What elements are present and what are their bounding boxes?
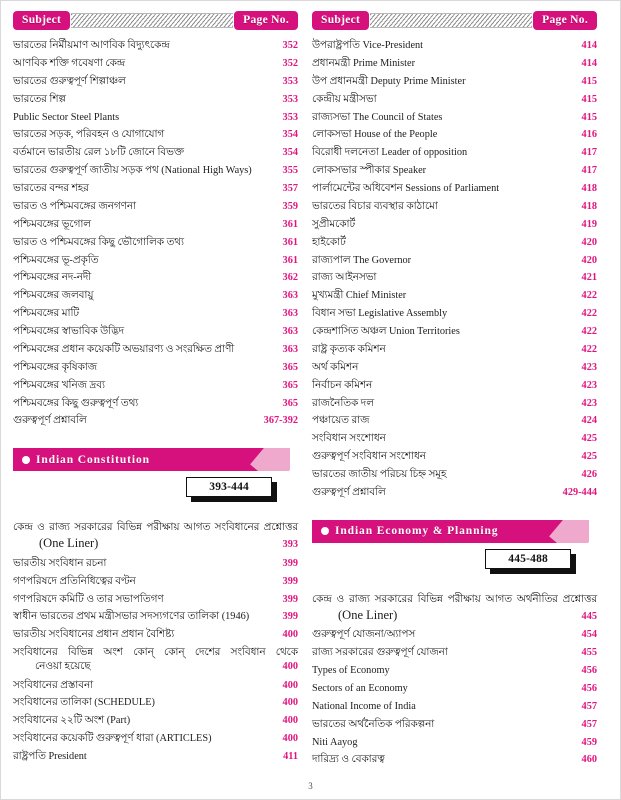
toc-entry[interactable]	[13, 269, 298, 287]
toc-entry[interactable]	[13, 323, 298, 341]
toc-entry[interactable]	[13, 341, 298, 359]
toc-entry-page-number: 457	[581, 718, 597, 730]
toc-entry-page-number: 422	[581, 343, 597, 355]
spacer	[312, 579, 597, 591]
section-range-wrap	[312, 549, 597, 569]
toc-entry[interactable]	[13, 395, 298, 413]
toc-entry-page-number: 423	[581, 361, 597, 373]
toc-entry-page-number: 400	[282, 629, 298, 641]
toc-entry-title: ভারতের নির্মীয়মাণ আণবিক বিদ্যুৎকেন্দ্র	[13, 40, 170, 52]
toc-entry-title: ভারতীয় সংবিধানের প্রধান প্রধান বৈশিষ্ট্য	[13, 629, 175, 641]
toc-entry-title: গুরুত্বপূর্ণ প্রশ্নাবলি	[13, 415, 87, 427]
toc-entry-page-number: 357	[282, 183, 298, 195]
toc-entry-page-number: 361	[282, 236, 298, 248]
toc-entry-title: সুপ্রীমকোর্ট	[312, 218, 356, 230]
toc-entry-page-number: 455	[581, 647, 597, 659]
toc-entry[interactable]	[13, 216, 298, 234]
right-column-header	[312, 11, 597, 30]
toc-entry-page-number: 354	[282, 147, 298, 159]
toc-entry-page-number: 353	[282, 111, 298, 123]
toc-entry[interactable]	[13, 590, 298, 608]
toc-entry[interactable]	[312, 269, 597, 287]
toc-entry[interactable]	[13, 626, 298, 644]
toc-entry-page-number: 419	[581, 218, 597, 230]
toc-entry[interactable]	[13, 644, 298, 676]
toc-entry[interactable]	[312, 662, 597, 680]
toc-entry[interactable]	[312, 680, 597, 698]
toc-entry-page-number: 425	[581, 433, 597, 445]
toc-entry[interactable]	[13, 694, 298, 712]
toc-entry-title: ভারত ও পশ্চিমবঙ্গের কিছু ভৌগোলিক তথ্য	[13, 236, 184, 248]
toc-entry[interactable]	[312, 252, 597, 270]
toc-entry-page-number: 353	[282, 75, 298, 87]
toc-entry-title: হাইকোর্ট	[312, 236, 346, 248]
toc-entry-title: গুরুত্বপূর্ণ সংবিধান সংশোধন	[312, 451, 426, 463]
toc-entry-page-number: 365	[282, 379, 298, 391]
toc-entry-page-number: 352	[282, 40, 298, 52]
toc-entry-page-number: 422	[581, 290, 597, 302]
toc-entry[interactable]	[13, 198, 298, 216]
toc-entry-title: ভারতের গুরুত্বপূর্ণ শিল্পাঞ্চল	[13, 75, 126, 87]
toc-entry-title: কেন্দ্রীয় মন্ত্রীসভা	[312, 93, 377, 105]
toc-entry[interactable]	[312, 144, 597, 162]
toc-entry-page-number: 362	[282, 272, 298, 284]
toc-entry-page-number: 400	[282, 697, 298, 709]
toc-entry-title: গুরুত্বপূর্ণ প্রশ্নাবলি	[312, 486, 386, 498]
right-section-entries	[312, 591, 597, 769]
toc-entry-page-number: 424	[581, 415, 597, 427]
toc-entry[interactable]	[13, 234, 298, 252]
toc-entry-title: ভারতের জাতীয় পরিচয় চিহ্ন সমূহ	[312, 469, 447, 481]
toc-entry-title-line1: কেন্দ্র ও রাজ্য সরকারের বিভিন্ন পরীক্ষায় আগত অর্থনীতির প্রশ্নোত্তর	[312, 593, 597, 605]
toc-entry-title: উপ প্রধানমন্ত্রী Deputy Prime Minister	[312, 75, 466, 87]
toc-entry[interactable]	[312, 55, 597, 73]
toc-entry[interactable]	[312, 37, 597, 55]
toc-entry-title: রাষ্ট্র কৃত্যক কমিশন	[312, 343, 386, 355]
toc-entry[interactable]	[312, 644, 597, 662]
toc-columns	[13, 11, 608, 777]
toc-entry-page-number: 417	[581, 147, 597, 159]
toc-entry-title: পশ্চিমবঙ্গের নদ-নদী	[13, 272, 92, 284]
toc-entry-page-number: 352	[282, 57, 298, 69]
toc-entry-page-number: 399	[282, 611, 298, 623]
toc-entry[interactable]	[312, 359, 597, 377]
toc-entry-page-number: 400	[282, 661, 298, 673]
toc-entry-title: পশ্চিমবঙ্গের মাটি	[13, 308, 80, 320]
toc-entry[interactable]	[312, 91, 597, 109]
toc-entry[interactable]	[13, 359, 298, 377]
toc-entry[interactable]	[312, 430, 597, 448]
toc-entry[interactable]	[13, 91, 298, 109]
right-column	[312, 11, 597, 769]
toc-entry-title: Public Sector Steel Plants	[13, 111, 120, 123]
toc-entry[interactable]	[312, 591, 597, 626]
toc-entry-title: প্রধানমন্ত্রী Prime Minister	[312, 57, 416, 69]
toc-entry-title: অর্থ কমিশন	[312, 361, 359, 373]
toc-entry[interactable]	[312, 377, 597, 395]
toc-entry-page-number: 367-392	[263, 415, 298, 427]
toc-entry-page-number: 422	[581, 326, 597, 338]
toc-entry[interactable]	[312, 126, 597, 144]
toc-entry-title: ভারতের গুরুত্বপূর্ণ জাতীয় সড়ক পথ (National High Ways)	[13, 165, 252, 177]
toc-entry[interactable]	[312, 448, 597, 466]
toc-entry-page-number: 363	[282, 343, 298, 355]
toc-entry[interactable]	[13, 519, 298, 554]
toc-entry[interactable]	[312, 466, 597, 484]
toc-entry[interactable]	[13, 712, 298, 730]
toc-entry[interactable]	[13, 608, 298, 626]
toc-entry[interactable]	[13, 252, 298, 270]
toc-entry[interactable]	[312, 73, 597, 91]
right-column-entries	[312, 37, 597, 502]
toc-entry[interactable]	[13, 555, 298, 573]
toc-entry-title: রাজনৈতিক দল	[312, 397, 374, 409]
toc-entry-page-number: 365	[282, 361, 298, 373]
spacer	[13, 507, 298, 519]
toc-entry-page-number: 399	[282, 575, 298, 587]
toc-entry-page-number: 354	[282, 129, 298, 141]
toc-entry[interactable]	[312, 341, 597, 359]
toc-entry[interactable]	[312, 109, 597, 127]
toc-entry-page-number: 393	[282, 539, 298, 551]
toc-entry-page-number: 423	[581, 379, 597, 391]
left-column	[13, 11, 298, 766]
toc-entry[interactable]	[312, 305, 597, 323]
toc-entry-page-number: 411	[283, 751, 298, 763]
toc-entry-page-number: 460	[581, 754, 597, 766]
header-hatch-divider	[370, 13, 532, 28]
toc-entry-title: পার্লামেন্টের অধিবেশন Sessions of Parliament	[312, 183, 500, 195]
toc-entry[interactable]	[312, 287, 597, 305]
toc-entry-page-number: 353	[282, 93, 298, 105]
toc-entry-title: উপরাষ্ট্রপতি Vice-President	[312, 40, 424, 52]
section-page-range: 393-444	[186, 477, 272, 497]
toc-entry-title: পশ্চিমবঙ্গের প্রধান কয়েকটি অভয়ারণ্য ও সংরক্ষিত প্রাণী	[13, 343, 235, 355]
toc-entry-title: ভারতের বন্দর শহর	[13, 183, 89, 195]
toc-entry-title: ভারতীয় সংবিধান রচনা	[13, 557, 107, 569]
toc-entry[interactable]	[13, 55, 298, 73]
toc-entry-title: Sectors of an Economy	[312, 682, 408, 694]
header-hatch-divider	[71, 13, 233, 28]
toc-entry-title: পশ্চিমবঙ্গের ভূগোল	[13, 218, 91, 230]
toc-entry-page-number: 421	[581, 272, 597, 284]
toc-entry-page-number: 457	[581, 700, 597, 712]
toc-entry-title: আণবিক শক্তি গবেষণা কেন্দ্র	[13, 57, 126, 69]
toc-entry-title: কেন্দ্রশাসিত অঞ্চল Union Territories	[312, 326, 460, 338]
toc-entry-line2	[13, 660, 298, 674]
toc-entry-title: লোকসভার স্পীকার Speaker	[312, 165, 427, 177]
toc-entry-line2	[312, 607, 597, 624]
toc-entry-page-number: 415	[581, 75, 597, 87]
toc-entry-page-number: 359	[282, 200, 298, 212]
toc-entry-title: বিরোধী দলনেতা Leader of opposition	[312, 147, 468, 159]
toc-entry[interactable]	[312, 484, 597, 502]
toc-entry[interactable]	[312, 751, 597, 769]
toc-entry-title: সংবিধানের তালিকা (SCHEDULE)	[13, 697, 155, 709]
toc-entry-title: ভারতের সড়ক, পরিবহন ও যোগাযোগ	[13, 129, 165, 141]
toc-entry-page-number: 415	[581, 93, 597, 105]
toc-entry[interactable]	[312, 234, 597, 252]
toc-entry[interactable]	[312, 323, 597, 341]
toc-entry-page-number: 429-444	[562, 486, 597, 498]
toc-entry-title: Types of Economy	[312, 665, 390, 677]
left-section-entries	[13, 519, 298, 766]
toc-entry[interactable]	[312, 698, 597, 716]
left-column-header	[13, 11, 298, 30]
toc-entry[interactable]	[312, 162, 597, 180]
toc-entry[interactable]	[13, 377, 298, 395]
toc-entry[interactable]	[13, 144, 298, 162]
toc-entry-page-number: 414	[581, 57, 597, 69]
toc-entry-title: সংবিধানের ২২টি অংশ (Part)	[13, 715, 131, 727]
toc-entry-page-number: 454	[581, 629, 597, 641]
toc-entry-page-number: 426	[581, 469, 597, 481]
toc-entry-title: রাষ্ট্রপতি President	[13, 751, 87, 763]
toc-entry[interactable]	[312, 412, 597, 430]
toc-entry-page-number: 418	[581, 200, 597, 212]
section-banner-indian-constitution	[13, 448, 290, 471]
pageno-header-badge: Page No.	[234, 11, 298, 30]
toc-entry-title-line1: সংবিধানের বিভিন্ন অংশ কোন্‌ কোন্‌ দেশের সংবিধান থেকে	[13, 647, 298, 659]
toc-entry-page-number: 399	[282, 593, 298, 605]
toc-entry-title: ভারতের শিল্প	[13, 93, 66, 105]
toc-entry-title: পশ্চিমবঙ্গের খনিজ দ্রব্য	[13, 379, 105, 391]
toc-entry-line2	[13, 535, 298, 552]
toc-entry-page-number: 399	[282, 557, 298, 569]
toc-entry-page-number: 422	[581, 308, 597, 320]
toc-entry-title: ভারতের বিচার ব্যবস্থার কাঠামো	[312, 200, 438, 212]
toc-entry-title: সংবিধানের প্রস্তাবনা	[13, 679, 94, 691]
toc-entry-page-number: 420	[581, 254, 597, 266]
toc-entry-page-number: 423	[581, 397, 597, 409]
toc-entry-title: পশ্চিমবঙ্গের কিছু গুরুত্বপূর্ণ তথ্য	[13, 397, 139, 409]
section-title: Indian Constitution	[36, 453, 150, 466]
toc-entry-title: পশ্চিমবঙ্গের জলবায়ু	[13, 290, 94, 302]
toc-entry[interactable]	[13, 412, 298, 430]
left-column-entries	[13, 37, 298, 430]
toc-entry-page-number: 400	[282, 733, 298, 745]
toc-entry-title: রাজ্যসভা The Council of States	[312, 111, 443, 123]
toc-entry-title: গণপরিষদে কমিটি ও তার সভাপতিগণ	[13, 593, 164, 605]
toc-entry-page-number: 355	[282, 165, 298, 177]
toc-entry-title: পঞ্চায়েত রাজ	[312, 415, 370, 427]
toc-entry-page-number: 415	[581, 111, 597, 123]
toc-entry-title: স্বাধীন ভারতের প্রথম মন্ত্রীসভার সদস্যগণের তালিকা (1946)	[13, 611, 250, 623]
toc-entry[interactable]	[13, 180, 298, 198]
section-title: Indian Economy & Planning	[335, 525, 499, 538]
toc-entry[interactable]	[13, 305, 298, 323]
toc-entry[interactable]	[13, 573, 298, 591]
toc-entry-title-line2: (One Liner)	[39, 536, 99, 551]
section-range-wrap	[13, 477, 298, 497]
toc-entry[interactable]	[312, 180, 597, 198]
toc-entry[interactable]	[13, 162, 298, 180]
toc-entry-title-line1: কেন্দ্র ও রাজ্য সরকারের বিভিন্ন পরীক্ষায় আগত সংবিধানের প্রশ্নোত্তর	[13, 522, 298, 534]
section-banner-indian-economy-planning	[312, 520, 589, 543]
subject-header-badge: Subject	[13, 11, 70, 30]
toc-entry[interactable]	[13, 126, 298, 144]
toc-entry-title: রাজ্যপাল The Governor	[312, 254, 412, 266]
toc-entry-page-number: 363	[282, 326, 298, 338]
toc-entry-title: গণপরিষদে প্রতিনিধিত্বের বণ্টন	[13, 575, 136, 587]
section-indian-economy-planning	[312, 520, 597, 569]
subject-header-badge: Subject	[312, 11, 369, 30]
toc-entry-title: ভারত ও পশ্চিমবঙ্গের জনগণনা	[13, 200, 136, 212]
toc-entry-title: বিধান সভা Legislative Assembly	[312, 308, 448, 320]
section-indian-constitution	[13, 448, 298, 497]
toc-entry-page-number: 456	[581, 682, 597, 694]
pageno-header-badge: Page No.	[533, 11, 597, 30]
toc-entry-page-number: 456	[581, 665, 597, 677]
toc-entry[interactable]	[312, 216, 597, 234]
toc-entry-title: National Income of India	[312, 700, 416, 712]
toc-entry-title: দারিদ্র্য ও বেকারত্ব	[312, 754, 385, 766]
toc-entry-page-number: 414	[581, 40, 597, 52]
toc-entry[interactable]	[13, 730, 298, 748]
toc-entry-page-number: 361	[282, 218, 298, 230]
toc-entry-title: লোকসভা House of the People	[312, 129, 438, 141]
toc-entry-title: পশ্চিমবঙ্গের কৃষিকাজ	[13, 361, 97, 373]
section-page-range: 445-488	[485, 549, 571, 569]
toc-entry-page-number: 361	[282, 254, 298, 266]
toc-entry-page-number: 365	[282, 397, 298, 409]
toc-entry-title: নির্বাচন কমিশন	[312, 379, 373, 391]
toc-entry-title: পশ্চিমবঙ্গের ভূ-প্রকৃতি	[13, 254, 99, 266]
toc-entry-title: পশ্চিমবঙ্গের স্বাভাবিক উদ্ভিদ	[13, 326, 125, 338]
toc-entry-page-number: 425	[581, 451, 597, 463]
toc-entry[interactable]	[13, 287, 298, 305]
toc-entry[interactable]	[312, 733, 597, 751]
toc-entry[interactable]	[312, 626, 597, 644]
page-folio-number: 3	[308, 781, 313, 791]
toc-entry-page-number: 445	[581, 610, 597, 622]
toc-entry[interactable]	[13, 73, 298, 91]
toc-entry[interactable]	[312, 716, 597, 734]
toc-entry-title: বর্তমানে ভারতীয় রেল ১৮টি জোনে বিভক্ত	[13, 147, 184, 159]
toc-entry-title: সংবিধান সংশোধন	[312, 433, 386, 445]
toc-entry[interactable]	[13, 109, 298, 127]
toc-entry-page-number: 417	[581, 165, 597, 177]
bullet-circle-icon	[321, 527, 329, 535]
toc-entry-page-number: 418	[581, 183, 597, 195]
toc-entry-page-number: 363	[282, 290, 298, 302]
toc-entry[interactable]	[13, 676, 298, 694]
toc-entry-page-number: 459	[581, 736, 597, 748]
toc-entry-title: মুখ্যমন্ত্রী Chief Minister	[312, 290, 407, 302]
toc-entry-page-number: 400	[282, 679, 298, 691]
toc-entry-title: রাজ্য আইনসভা	[312, 272, 377, 284]
toc-entry-page-number: 420	[581, 236, 597, 248]
toc-entry-page-number: 400	[282, 715, 298, 727]
toc-entry-title-line2: (One Liner)	[338, 607, 398, 622]
toc-entry-title: ভারতের অর্থনৈতিক পরিকল্পনা	[312, 718, 435, 730]
toc-entry[interactable]	[312, 395, 597, 413]
toc-entry-title: গুরুত্বপূর্ণ যোজনা/অ্যাপস	[312, 629, 416, 641]
bullet-circle-icon	[22, 456, 30, 464]
toc-entry-title-line2: নেওয়া হয়েছে	[35, 661, 91, 673]
toc-entry-page-number: 363	[282, 308, 298, 320]
toc-entry[interactable]	[13, 37, 298, 55]
toc-entry-title: সংবিধানের কয়েকটি গুরুত্বপূর্ণ ধারা (ARTICLES)	[13, 733, 212, 745]
toc-entry-page-number: 416	[581, 129, 597, 141]
toc-entry[interactable]	[13, 748, 298, 766]
toc-entry[interactable]	[312, 198, 597, 216]
toc-entry-title: রাজ্য সরকারের গুরুত্বপূর্ণ যোজনা	[312, 647, 448, 659]
toc-entry-title: Niti Aayog	[312, 736, 358, 748]
